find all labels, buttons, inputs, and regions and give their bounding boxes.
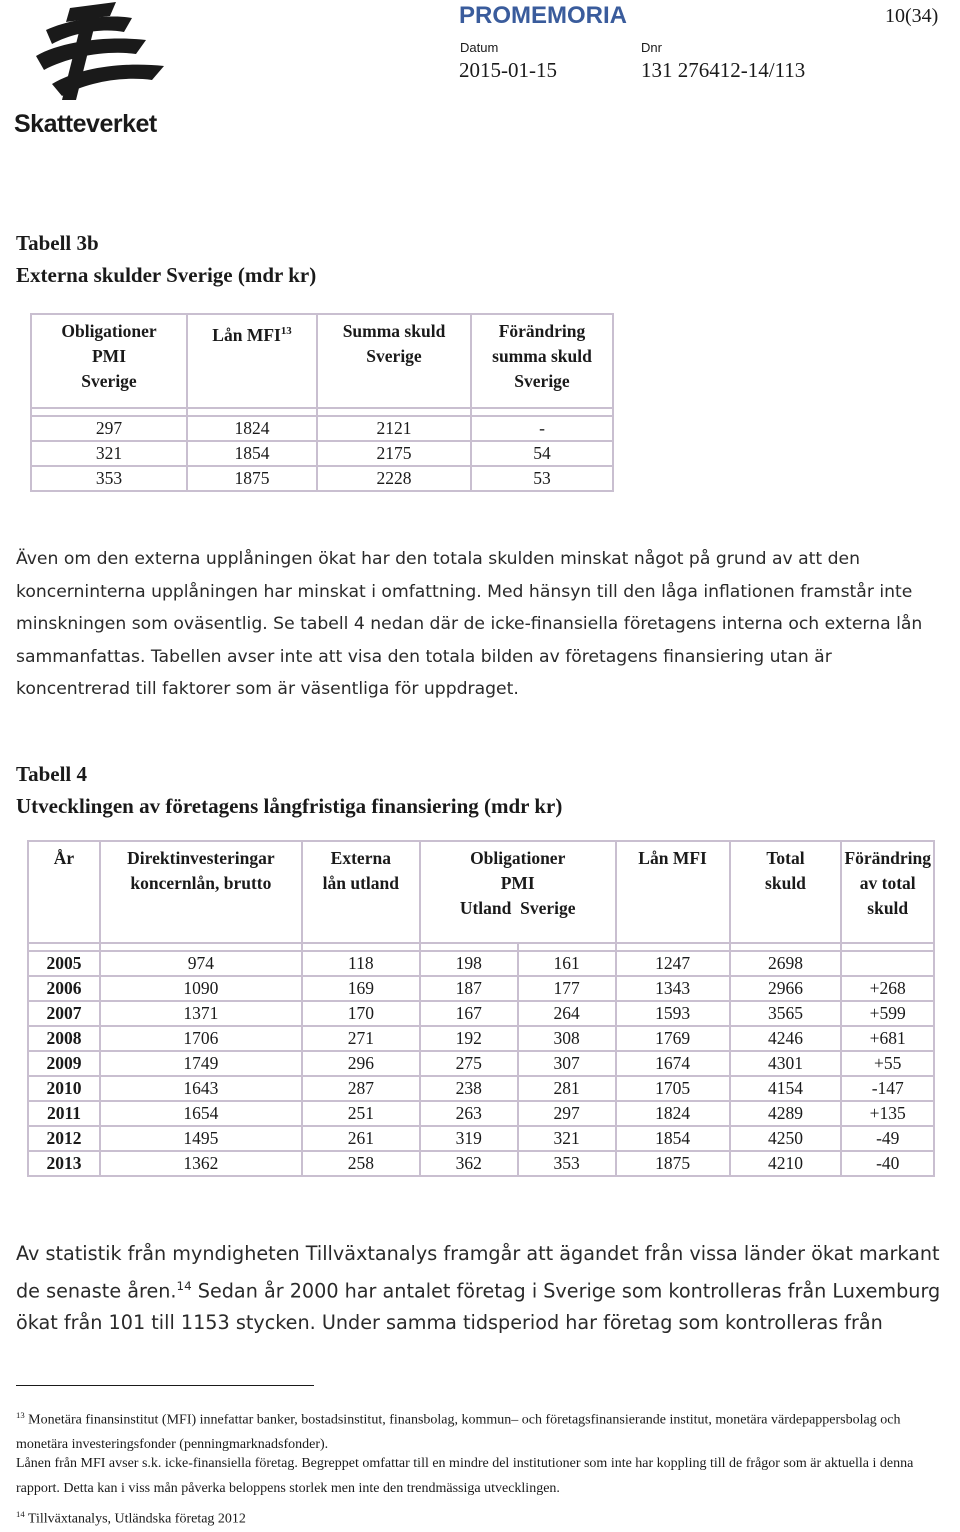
table-3b	[30, 313, 614, 492]
column-header: Lån MFI	[616, 841, 730, 943]
table-row: 2012 1495 261 319 321 1854 4250 -49	[28, 1126, 934, 1151]
column-header: Externa lån utland	[302, 841, 420, 943]
table3b-subtitle: Externa skulder Sverige (mdr kr)	[16, 263, 317, 287]
footnote-divider	[16, 1385, 314, 1386]
table-row: 2006 1090 169 187 177 1343 2966 +268	[28, 976, 934, 1001]
column-header: År	[28, 841, 100, 943]
column-header: Summa skuld Sverige	[317, 314, 471, 408]
table-row: 2013 1362 258 362 353 1875 4210 -40	[28, 1151, 934, 1176]
paragraph-1: Även om den externa upplåningen ökat har den totala skulden minskat något på grund av att den koncerninterna upplåningen har minskat i omfattning. Med hänsyn till den låga inflationen framstår inte minskningen som oväsentlig. Se tabell 4 nedan där de icke-finansiella företagens interna och externa lån sammanfattas. Tabellen avser inte att visa den totala bilden av företagens finansiering utan är koncentrerad till faktorer som är väsentliga för uppdraget.	[16, 549, 923, 699]
document-type: PROMEMORIA	[459, 2, 627, 29]
column-header: Förändring summa skuld Sverige	[471, 314, 613, 408]
footnote-ref: 13	[280, 325, 292, 337]
page-number: 10(34)	[885, 5, 939, 27]
table-row: 321 1854 2175 54	[31, 441, 613, 466]
skatteverket-logo	[12, 0, 172, 140]
footnote-13: $^{13}$ Monetära finansinstitut (MFI) innefattar banker, bostadsinstitut, finansbolag, kommun– och företagsfinansierande institut, monetära värdepappersbolag och monetära investeringsfonder (penningmarknadsfonder).	[16, 1410, 901, 1453]
date-label: Datum	[460, 40, 499, 55]
column-header: Obligationer PMI Utland Sverige	[420, 841, 616, 943]
date-value: 2015-01-15	[459, 58, 557, 82]
column-header: Lån MFI$^{13}$	[187, 314, 317, 408]
column-header: Förändring av total skuld	[841, 841, 934, 943]
table-row: 353 1875 2228 53	[31, 466, 613, 491]
column-header: Total skuld	[730, 841, 842, 943]
table-row: 2010 1643 287 238 281 1705 4154 -147	[28, 1076, 934, 1101]
table-header-row	[28, 841, 934, 943]
logo-wordmark: Skatteverket	[14, 110, 157, 138]
table-row: 2005 974 118 198 161 1247 2698	[28, 951, 934, 976]
column-header: Direktinvesteringar koncernlån, brutto	[100, 841, 302, 943]
table-row: 2007 1371 170 167 264 1593 3565 +599	[28, 1001, 934, 1026]
table-header-row	[31, 314, 613, 408]
table-row: 2009 1749 296 275 307 1674 4301 +55	[28, 1051, 934, 1076]
table3b-title: Tabell 3b	[16, 231, 99, 255]
table-row: 2011 1654 251 263 297 1824 4289 +135	[28, 1101, 934, 1126]
column-header: Obligationer PMI Sverige	[31, 314, 187, 408]
table-row: 2008 1706 271 192 308 1769 4246 +681	[28, 1026, 934, 1051]
dnr-value: 131 276412-14/113	[641, 58, 806, 82]
footnote-14: $^{14}$ Tillväxtanalys, Utländska företag 2012	[16, 1509, 246, 1527]
dnr-label: Dnr	[641, 40, 662, 55]
footnote-ref: 14	[176, 1279, 192, 1293]
table4-title: Tabell 4	[16, 762, 87, 786]
table-4	[27, 840, 935, 1177]
table-row: 297 1824 2121 -	[31, 416, 613, 441]
footnote-13-extra: Lånen från MFI avser s.k. icke-finansiella företag. Begreppet omfattar till en mindre del institutioner som inte har koppling till de frågor som är aktuella i denna rapport. Detta kan i viss mån påverka beloppens storlek men inte den trendmässiga utvecklingen.	[16, 1456, 914, 1496]
logo-emblem-icon	[12, 0, 172, 110]
paragraph-2: Av statistik från myndigheten Tillväxtanalys framgår att ägandet från vissa länder ökat markant de senaste åren.$^{14}$ Sedan år 2000 har antalet företag i Sverige som kontrolleras från Luxemburg ökat från 101 till 1153 stycken. Under samma tidsperiod har företag som kontrolleras från	[16, 1242, 941, 1335]
table4-subtitle: Utvecklingen av företagens långfristiga finansiering (mdr kr)	[16, 794, 563, 818]
